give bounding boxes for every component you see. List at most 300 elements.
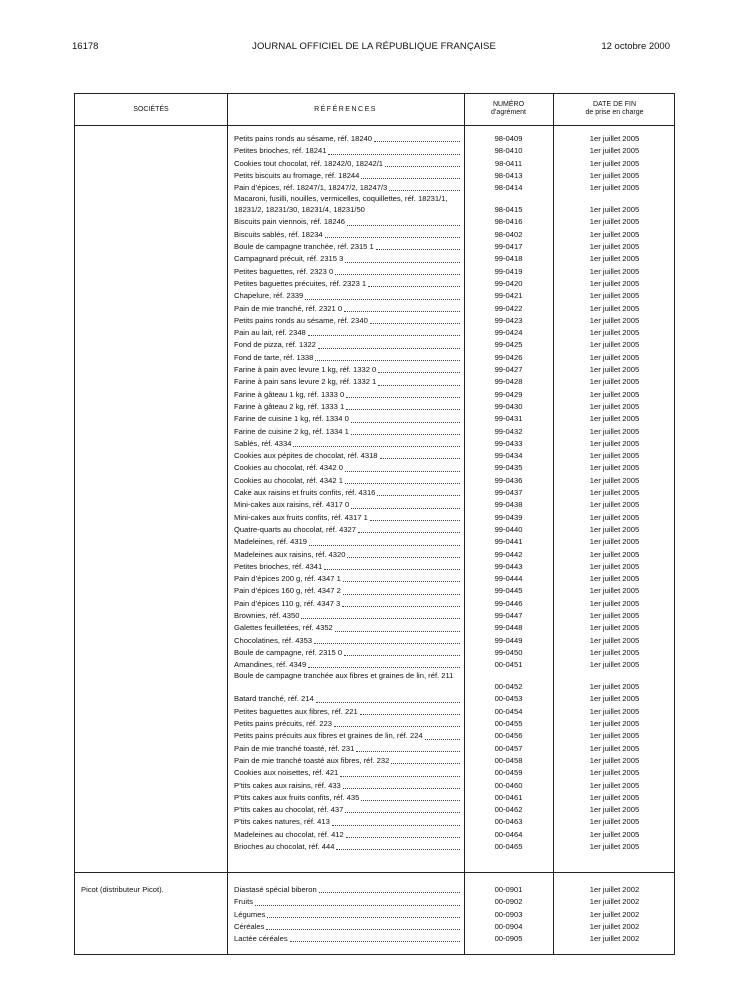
agrement-number: 00-0465 [494, 842, 523, 852]
table-row [75, 364, 676, 376]
reference-text: Farine de cuisine 2 kg, réf. 1334 1 [234, 426, 349, 436]
reference-cell [234, 194, 462, 215]
table-row [75, 266, 676, 278]
agrement-number: 99-0441 [494, 537, 523, 547]
dot-leader [358, 524, 460, 533]
reference-text: Mini-cakes aux fruits confits, réf. 4317 1 [234, 512, 368, 522]
agrement-number: 99-0423 [494, 315, 523, 325]
end-date: 1er juillet 2005 [589, 242, 640, 252]
end-date: 1er juillet 2005 [589, 303, 640, 313]
agrement-number: 00-0903 [494, 909, 523, 919]
agrement-number: 99-0435 [494, 463, 523, 473]
agrement-number: 00-0453 [494, 694, 523, 704]
dot-leader [346, 829, 460, 838]
reference-text: Pain de mie tranché, réf. 2321 0 [234, 303, 343, 313]
reference-cell [234, 145, 462, 157]
agrement-number: 00-0901 [494, 885, 523, 894]
end-date: 1er juillet 2005 [589, 451, 640, 461]
reference-text: Petits biscuits au fromage, réf. 18244 [234, 170, 360, 180]
col-header-societes: SOCIÉTÉS [133, 106, 169, 113]
table-row [75, 671, 676, 693]
dot-leader [378, 364, 460, 373]
dot-leader [266, 921, 460, 930]
reference-text: Diastasé spécial biberon [234, 885, 317, 894]
group1-rows [75, 133, 676, 853]
end-date: 1er juillet 2005 [589, 438, 640, 448]
end-date: 1er juillet 2005 [589, 780, 640, 790]
table-row [75, 549, 676, 561]
table-row [75, 241, 676, 253]
agrement-number: 00-0902 [494, 897, 523, 907]
table-row [75, 767, 676, 779]
reference-text: P’tits cakes aux fruits confits, réf. 435 [234, 792, 360, 802]
agrement-number: 99-0437 [494, 488, 523, 498]
group-divider [75, 872, 674, 873]
reference-cell [234, 536, 462, 548]
reference-cell [234, 767, 462, 779]
end-date: 1er juillet 2005 [589, 352, 640, 362]
table-row [75, 816, 676, 828]
reference-text: Petites brioches, réf. 18241 [234, 146, 327, 156]
end-date: 1er juillet 2005 [589, 574, 640, 584]
end-date: 1er juillet 2005 [589, 805, 640, 815]
table-row [75, 339, 676, 351]
reference-cell [234, 780, 462, 792]
table-row [75, 158, 676, 170]
end-date: 1er juillet 2005 [589, 365, 640, 375]
reference-cell [234, 647, 462, 659]
end-date: 1er juillet 2005 [589, 768, 640, 778]
reference-text: P’tits cakes aux raisins, réf. 433 [234, 780, 341, 790]
agrement-number: 00-0454 [494, 706, 523, 716]
col-header-date [553, 101, 676, 117]
reference-text: Batard tranché, réf. 214 [234, 694, 314, 704]
dot-leader [318, 339, 460, 348]
dot-leader [360, 706, 460, 715]
table-row [75, 792, 676, 804]
dot-leader [324, 561, 460, 570]
reference-cell [234, 389, 462, 401]
reference-cell [234, 229, 462, 241]
table-row [75, 462, 676, 474]
reference-cell [234, 438, 462, 450]
table-row [75, 841, 676, 853]
table-row [75, 194, 676, 216]
end-date: 1er juillet 2005 [589, 340, 640, 350]
reference-cell [234, 352, 462, 364]
end-date: 1er juillet 2005 [589, 512, 640, 522]
reference-cell [234, 933, 462, 945]
reference-cell [234, 622, 462, 634]
reference-text: Fond de pizza, réf. 1322 [234, 340, 316, 350]
table-row [75, 921, 676, 933]
dot-leader [425, 730, 460, 739]
reference-text: Chapelure, réf. 2339 [234, 291, 304, 301]
dot-leader [346, 401, 460, 410]
end-date: 1er juillet 2005 [589, 278, 640, 288]
agrement-number: 00-0456 [494, 731, 523, 741]
dot-leader [305, 290, 460, 299]
dot-leader [368, 278, 460, 287]
agrement-number: 99-0442 [494, 549, 523, 559]
reference-cell [234, 635, 462, 647]
table-row [75, 290, 676, 302]
agrement-number: 98-0411 [494, 158, 523, 168]
reference-text: Macaroni, fusilli, nouilles, vermicelles, coquillettes, réf. 18231/1, 18231/2, 18231/30, 18231/4, 18231/50 [234, 194, 448, 214]
dot-leader [335, 266, 460, 275]
end-date: 1er juillet 2005 [589, 755, 640, 765]
end-date: 1er juillet 2005 [589, 488, 640, 498]
reference-text: Petites baguettes précuites, réf. 2323 1 [234, 278, 367, 288]
agrement-number: 99-0425 [494, 340, 523, 350]
end-date: 1er juillet 2005 [589, 743, 640, 753]
end-date: 1er juillet 2002 [589, 934, 640, 944]
reference-cell [234, 909, 462, 921]
reference-cell [234, 804, 462, 816]
table-row [75, 133, 676, 145]
reference-text: Farine à pain sans levure 2 kg, réf. 1332 1 [234, 377, 377, 387]
reference-cell [234, 241, 462, 253]
agrement-number: 00-0452 [494, 682, 523, 692]
reference-text: Cookies au chocolat, réf. 4342 1 [234, 475, 343, 485]
reference-cell [234, 487, 462, 499]
end-date: 1er juillet 2002 [589, 909, 640, 919]
journal-title: JOURNAL OFFICIEL DE LA RÉPUBLIQUE FRANÇAISE [252, 41, 496, 52]
table-row [75, 450, 676, 462]
agrement-number: 00-0905 [494, 934, 523, 944]
reference-cell [234, 610, 462, 622]
table-row [75, 635, 676, 647]
table-row [75, 182, 676, 194]
dot-leader [380, 450, 460, 459]
end-date: 1er juillet 2002 [589, 885, 640, 894]
reference-cell [234, 718, 462, 730]
reference-cell [234, 585, 462, 597]
reference-text: Pain d’épices, réf. 18247/1, 18247/2, 18247/3 [234, 183, 388, 193]
reference-cell [234, 755, 462, 767]
agrement-number: 00-0459 [494, 768, 523, 778]
dot-leader [309, 536, 460, 545]
dot-leader [345, 253, 460, 262]
reference-text: Céréales [234, 921, 265, 931]
end-date: 1er juillet 2005 [589, 266, 640, 276]
reference-cell [234, 743, 462, 755]
table-row [75, 438, 676, 450]
end-date: 1er juillet 2005 [589, 647, 640, 657]
agrement-number: 99-0447 [494, 610, 523, 620]
table-row [75, 401, 676, 413]
reference-text: Petits pains précuits aux fibres et graines de lin, réf. 224 [234, 731, 423, 741]
reference-text: Cake aux raisins et fruits confits, réf. 4316 [234, 488, 376, 498]
reference-cell [234, 671, 462, 682]
end-date: 1er juillet 2005 [589, 229, 640, 239]
reference-text: Brioches au chocolat, réf. 444 [234, 842, 335, 852]
end-date: 1er juillet 2005 [589, 217, 640, 227]
agrement-number: 99-0440 [494, 524, 523, 534]
reference-text: Petites brioches, réf. 4341 [234, 561, 323, 571]
table-row [75, 303, 676, 315]
reference-text: Chocolatines, réf. 4353 [234, 635, 313, 645]
reference-text: Madeleines, réf. 4319 [234, 537, 308, 547]
reference-text: Madeleines aux raisins, réf. 4320 [234, 549, 346, 559]
table-row [75, 743, 676, 755]
reference-cell [234, 816, 462, 828]
end-date: 1er juillet 2005 [589, 524, 640, 534]
reference-text: Pain d’épices 200 g, réf. 4347 1 [234, 574, 341, 584]
agrement-number: 98-0409 [494, 134, 523, 143]
end-date: 1er juillet 2005 [589, 731, 640, 741]
reference-text: Pain d’épices 160 g, réf. 4347 2 [234, 586, 341, 596]
header-divider [75, 125, 674, 126]
end-date: 1er juillet 2005 [589, 660, 640, 670]
agrement-number: 99-0446 [494, 598, 523, 608]
reference-text: Biscuits pain viennois, réf. 18246 [234, 217, 346, 227]
table-row [75, 659, 676, 671]
agrement-table [74, 93, 675, 955]
table-row [75, 718, 676, 730]
dot-leader [342, 598, 460, 607]
end-date: 1er juillet 2005 [589, 170, 640, 180]
reference-text: Cookies au chocolat, réf. 4342 0 [234, 463, 343, 473]
agrement-number: 99-0450 [494, 647, 523, 657]
reference-cell [234, 290, 462, 302]
agrement-number: 99-0449 [494, 635, 523, 645]
table-row [75, 426, 676, 438]
agrement-number: 98-0415 [494, 205, 523, 215]
reference-text: Farine à pain avec levure 1 kg, réf. 1332 0 [234, 365, 377, 375]
end-date: 1er juillet 2005 [589, 598, 640, 608]
reference-text: Pain d’épices 110 g, réf. 4347 3 [234, 598, 341, 608]
table-row [75, 829, 676, 841]
table-row [75, 706, 676, 718]
reference-text: Cookies aux noisettes, réf. 421 [234, 768, 339, 778]
agrement-number: 99-0430 [494, 401, 523, 411]
reference-cell [234, 170, 462, 182]
agrement-number: 99-0431 [494, 414, 523, 424]
table-row [75, 585, 676, 597]
agrement-number: 99-0439 [494, 512, 523, 522]
end-date: 1er juillet 2005 [589, 561, 640, 571]
dot-leader [343, 573, 460, 582]
reference-text: Campagnard précuit, réf. 2315 3 [234, 254, 344, 264]
end-date: 1er juillet 2005 [589, 706, 640, 716]
reference-cell [234, 475, 462, 487]
agrement-number: 99-0443 [494, 561, 523, 571]
dot-leader [267, 909, 460, 918]
reference-text: Fruits [234, 897, 253, 907]
dot-leader [255, 896, 460, 905]
dot-leader [336, 841, 460, 850]
table-row [75, 216, 676, 228]
agrement-number: 00-0461 [494, 792, 523, 802]
reference-text: Mini-cakes aux raisins, réf. 4317 0 [234, 500, 350, 510]
dot-leader [378, 376, 460, 385]
end-date: 1er juillet 2005 [589, 537, 640, 547]
dot-leader [376, 241, 460, 250]
reference-text: Galettes feuilletées, réf. 4352 [234, 623, 333, 633]
end-date: 1er juillet 2005 [589, 414, 640, 424]
end-date: 1er juillet 2005 [589, 315, 640, 325]
reference-cell [234, 499, 462, 511]
reference-text: P’tits cakes au chocolat, réf. 437 [234, 805, 344, 815]
dot-leader [351, 499, 460, 508]
dot-leader [308, 327, 460, 336]
agrement-number: 00-0460 [494, 780, 523, 790]
reference-text: Légumes [234, 909, 266, 919]
dot-leader [343, 780, 460, 789]
end-date: 1er juillet 2005 [589, 549, 640, 559]
table-row [75, 573, 676, 585]
agrement-number: 99-0445 [494, 586, 523, 596]
dot-leader [344, 647, 460, 656]
end-date: 1er juillet 2005 [589, 328, 640, 338]
agrement-number: 00-0463 [494, 817, 523, 827]
table-row [75, 780, 676, 792]
agrement-number: 99-0418 [494, 254, 523, 264]
agrement-number: 00-0457 [494, 743, 523, 753]
table-row [75, 536, 676, 548]
reference-cell [234, 884, 462, 896]
reference-text: Boule de campagne, réf. 2315 0 [234, 647, 343, 657]
agrement-number: 99-0438 [494, 500, 523, 510]
table-row [75, 730, 676, 742]
reference-cell [234, 315, 462, 327]
table-row [75, 512, 676, 524]
reference-text: Boule de campagne tranchée aux fibres et graines de lin, réf. 211 [234, 671, 454, 681]
end-date: 1er juillet 2005 [589, 291, 640, 301]
agrement-number: 00-0462 [494, 805, 523, 815]
reference-cell [234, 450, 462, 462]
reference-text: Cookies aux pépites de chocolat, réf. 4318 [234, 451, 378, 461]
agrement-number: 00-0904 [494, 921, 523, 931]
table-row [75, 896, 676, 908]
reference-text: Madeleines au chocolat, réf. 412 [234, 829, 344, 839]
dot-leader [356, 743, 460, 752]
reference-cell [234, 327, 462, 339]
agrement-number: 99-0444 [494, 574, 523, 584]
end-date: 1er juillet 2005 [589, 623, 640, 633]
agrement-number: 99-0426 [494, 352, 523, 362]
agrement-number: 99-0429 [494, 389, 523, 399]
reference-cell [234, 253, 462, 265]
reference-text: Boule de campagne tranchée, réf. 2315 1 [234, 242, 374, 252]
reference-text: P’tits cakes natures, réf. 413 [234, 817, 330, 827]
dot-leader [347, 216, 460, 225]
reference-cell [234, 512, 462, 524]
dot-leader [334, 718, 460, 727]
reference-cell [234, 561, 462, 573]
reference-text: Biscuits sablés, réf. 18234 [234, 229, 323, 239]
col-header-numero-l2: d’agrément [490, 109, 527, 116]
reference-cell [234, 706, 462, 718]
table-row [75, 352, 676, 364]
dot-leader [344, 303, 460, 312]
dot-leader [361, 170, 460, 179]
agrement-number: 99-0417 [494, 242, 523, 252]
dot-leader [332, 816, 460, 825]
dot-leader [389, 182, 460, 191]
end-date: 1er juillet 2002 [589, 897, 640, 907]
reference-cell [234, 339, 462, 351]
table-row [75, 389, 676, 401]
end-date: 1er juillet 2005 [589, 426, 640, 436]
table-row [75, 909, 676, 921]
dot-leader [345, 475, 460, 484]
end-date: 1er juillet 2005 [589, 389, 640, 399]
reference-text: Farine à gâteau 2 kg, réf. 1333 1 [234, 401, 345, 411]
table-row [75, 693, 676, 705]
reference-cell [234, 462, 462, 474]
agrement-number: 98-0410 [494, 146, 523, 156]
table-row [75, 327, 676, 339]
reference-text: Petits pains ronds au sésame, réf. 18240 [234, 134, 373, 143]
reference-cell [234, 693, 462, 705]
dot-leader [340, 767, 460, 776]
col-header-date-l2: de prise en charge [585, 109, 644, 116]
table-row [75, 315, 676, 327]
reference-cell [234, 376, 462, 388]
table-row [75, 229, 676, 241]
reference-text: Petits pains ronds au sésame, réf. 2340 [234, 315, 368, 325]
end-date: 1er juillet 2005 [589, 635, 640, 645]
end-date: 1er juillet 2005 [589, 792, 640, 802]
reference-text: Petits pains précuits, réf. 223 [234, 719, 332, 729]
dot-leader [385, 158, 460, 167]
dot-leader [377, 487, 460, 496]
table-row [75, 253, 676, 265]
reference-cell [234, 524, 462, 536]
reference-text: Amandines, réf. 4349 [234, 660, 307, 670]
dot-leader [343, 585, 460, 594]
reference-cell [234, 829, 462, 841]
dot-leader [370, 315, 460, 324]
end-date: 1er juillet 2005 [589, 586, 640, 596]
reference-cell [234, 921, 462, 933]
col-header-numero [464, 101, 553, 117]
dot-leader [293, 438, 460, 447]
dot-leader [351, 413, 460, 422]
reference-cell [234, 413, 462, 425]
dot-leader [391, 755, 460, 764]
reference-cell [234, 158, 462, 170]
agrement-number: 99-0448 [494, 623, 523, 633]
reference-text: Farine à gâteau 1 kg, réf. 1333 0 [234, 389, 345, 399]
end-date: 1er juillet 2005 [589, 500, 640, 510]
reference-cell [234, 133, 462, 145]
col-header-date-l1: DATE DE FIN [592, 101, 637, 108]
end-date: 1er juillet 2005 [589, 377, 640, 387]
end-date: 1er juillet 2005 [589, 829, 640, 839]
end-date: 1er juillet 2005 [589, 463, 640, 473]
reference-text: Petites baguettes, réf. 2323 0 [234, 266, 334, 276]
dot-leader [345, 462, 460, 471]
end-date: 1er juillet 2005 [589, 610, 640, 620]
end-date: 1er juillet 2005 [589, 158, 640, 168]
table-row [75, 278, 676, 290]
agrement-number: 98-0416 [494, 217, 523, 227]
table-row [75, 804, 676, 816]
agrement-number: 99-0422 [494, 303, 523, 313]
table-row [75, 598, 676, 610]
end-date: 1er juillet 2005 [589, 254, 640, 264]
dot-leader [335, 622, 460, 631]
table-row [75, 413, 676, 425]
reference-text: Quatre-quarts au chocolat, réf. 4327 [234, 524, 356, 534]
end-date: 1er juillet 2005 [589, 719, 640, 729]
reference-cell [234, 401, 462, 413]
reference-cell [234, 573, 462, 585]
reference-cell [234, 278, 462, 290]
